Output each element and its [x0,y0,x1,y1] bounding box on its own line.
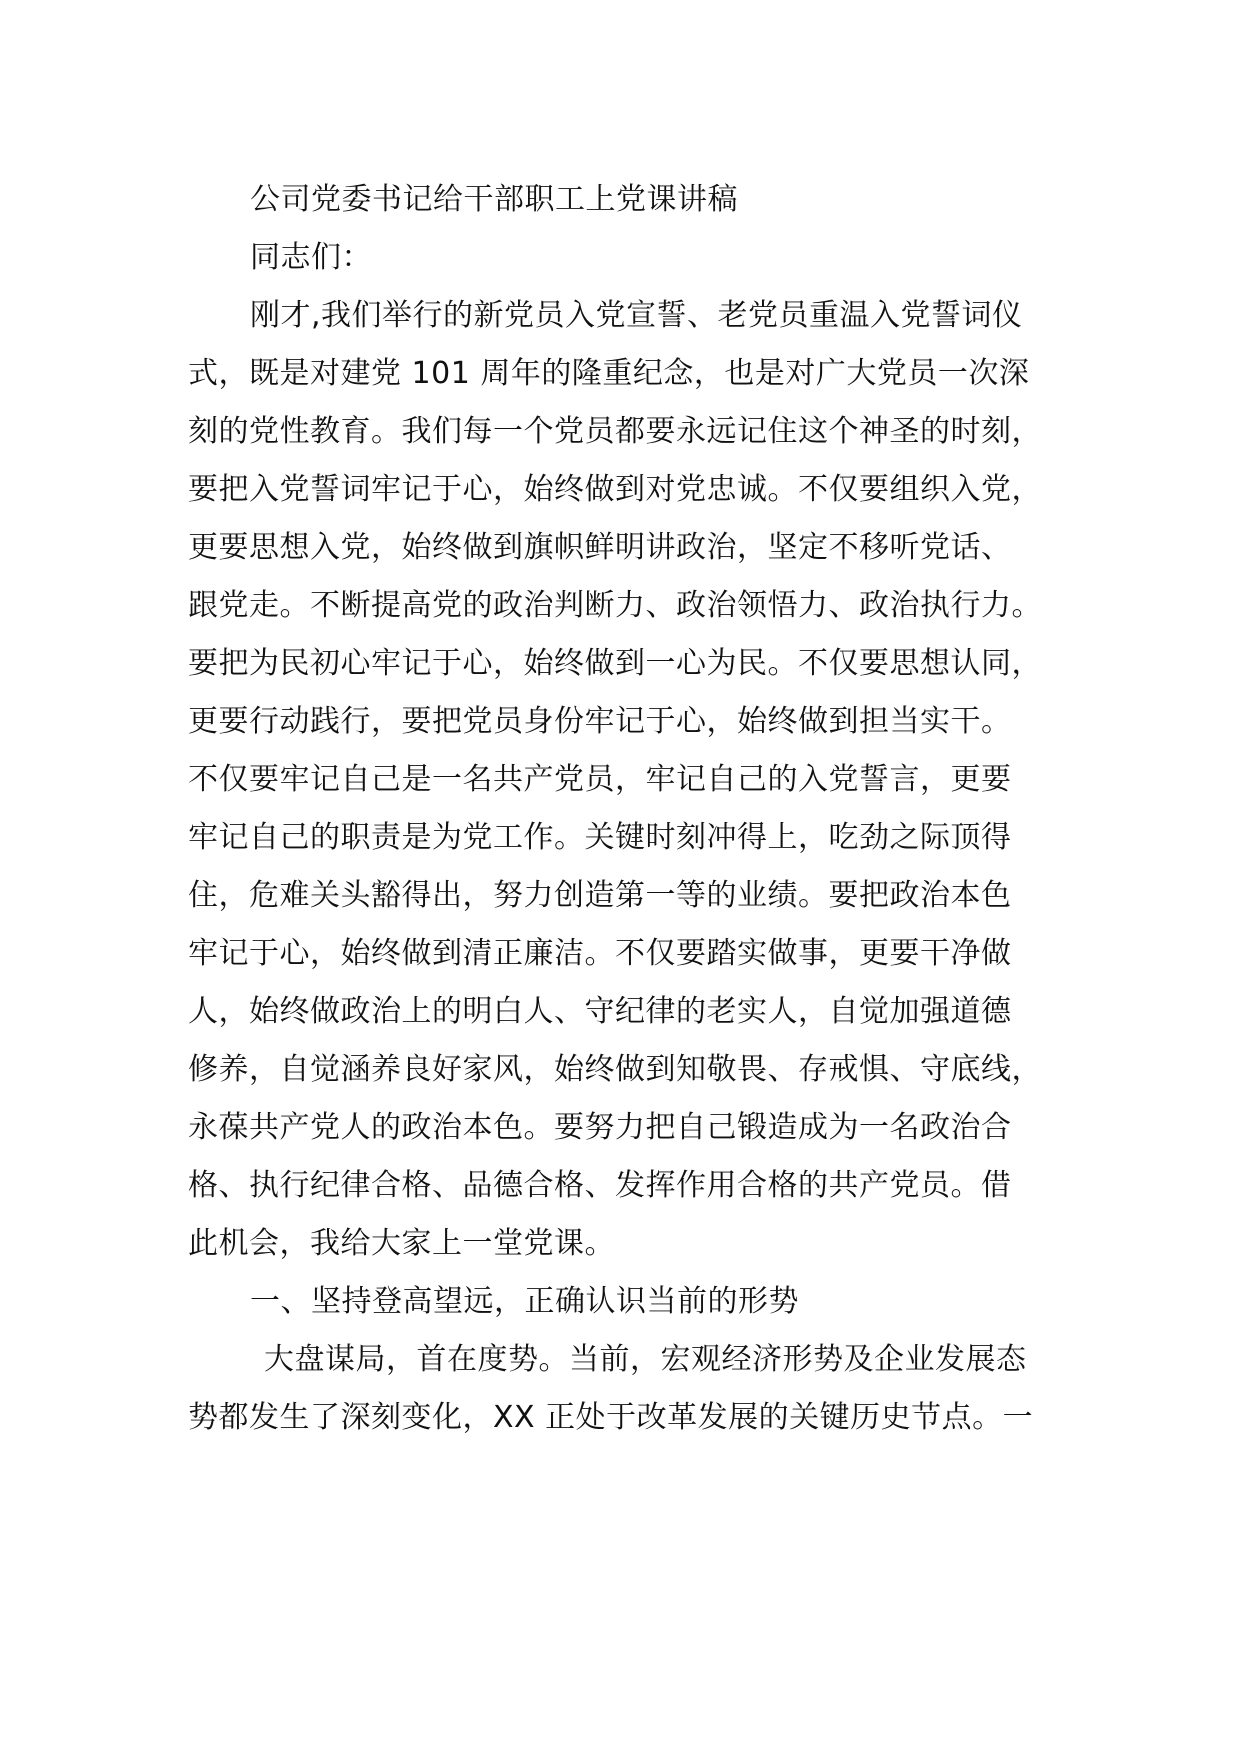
section-heading: 一、坚持登高望远，正确认识当前的形势 [250,1284,799,1319]
paragraph-line: 格、执行纪律合格、品德合格、发挥作用合格的共产党员。借 [188,1168,1012,1203]
paragraph-line: 住，危难关头豁得出，努力创造第一等的业绩。要把政治本色 [188,878,1012,913]
paragraph-line: 更要行动践行，要把党员身份牢记于心，始终做到担当实干。 [188,704,1012,739]
paragraph-line: 刚才,我们举行的新党员入党宣誓、老党员重温入党誓词仪 [250,298,1023,333]
paragraph-line: 修养，自觉涵养良好家风，始终做到知敬畏、存戒惧、守底线， [188,1052,1042,1087]
paragraph-line: 更要思想入党，始终做到旗帜鲜明讲政治，坚定不移听党话、 [188,530,1012,565]
paragraph-line: 不仅要牢记自己是一名共产党员，牢记自己的入党誓言，更要 [188,762,1012,797]
paragraph-line: 式，既是对建党 101 周年的隆重纪念，也是对广大党员一次深 [188,356,1030,391]
paragraph-line: 牢记自己的职责是为党工作。关键时刻冲得上，吃劲之际顶得 [188,820,1012,855]
document-title: 公司党委书记给干部职工上党课讲稿 [250,182,738,217]
paragraph-line: 跟党走。不断提高党的政治判断力、政治领悟力、政治执行力。 [188,588,1042,623]
salutation: 同志们： [250,240,372,275]
paragraph-line: 刻的党性教育。我们每一个党员都要永远记住这个神圣的时刻， [188,414,1042,449]
paragraph-line: 要把入党誓词牢记于心，始终做到对党忠诚。不仅要组织入党， [188,472,1042,507]
paragraph-line: 牢记于心，始终做到清正廉洁。不仅要踏实做事，更要干净做 [188,936,1012,971]
paragraph-line: 势都发生了深刻变化，XX 正处于改革发展的关键历史节点。一 [188,1400,1034,1435]
paragraph-line: 此机会，我给大家上一堂党课。 [188,1226,615,1261]
paragraph-line: 永葆共产党人的政治本色。要努力把自己锻造成为一名政治合 [188,1110,1012,1145]
paragraph-line: 人，始终做政治上的明白人、守纪律的老实人，自觉加强道德 [188,994,1012,1029]
paragraph-line: 要把为民初心牢记于心，始终做到一心为民。不仅要思想认同， [188,646,1042,681]
paragraph-line: 大盘谋局，首在度势。当前，宏观经济形势及企业发展态 [264,1342,1027,1377]
